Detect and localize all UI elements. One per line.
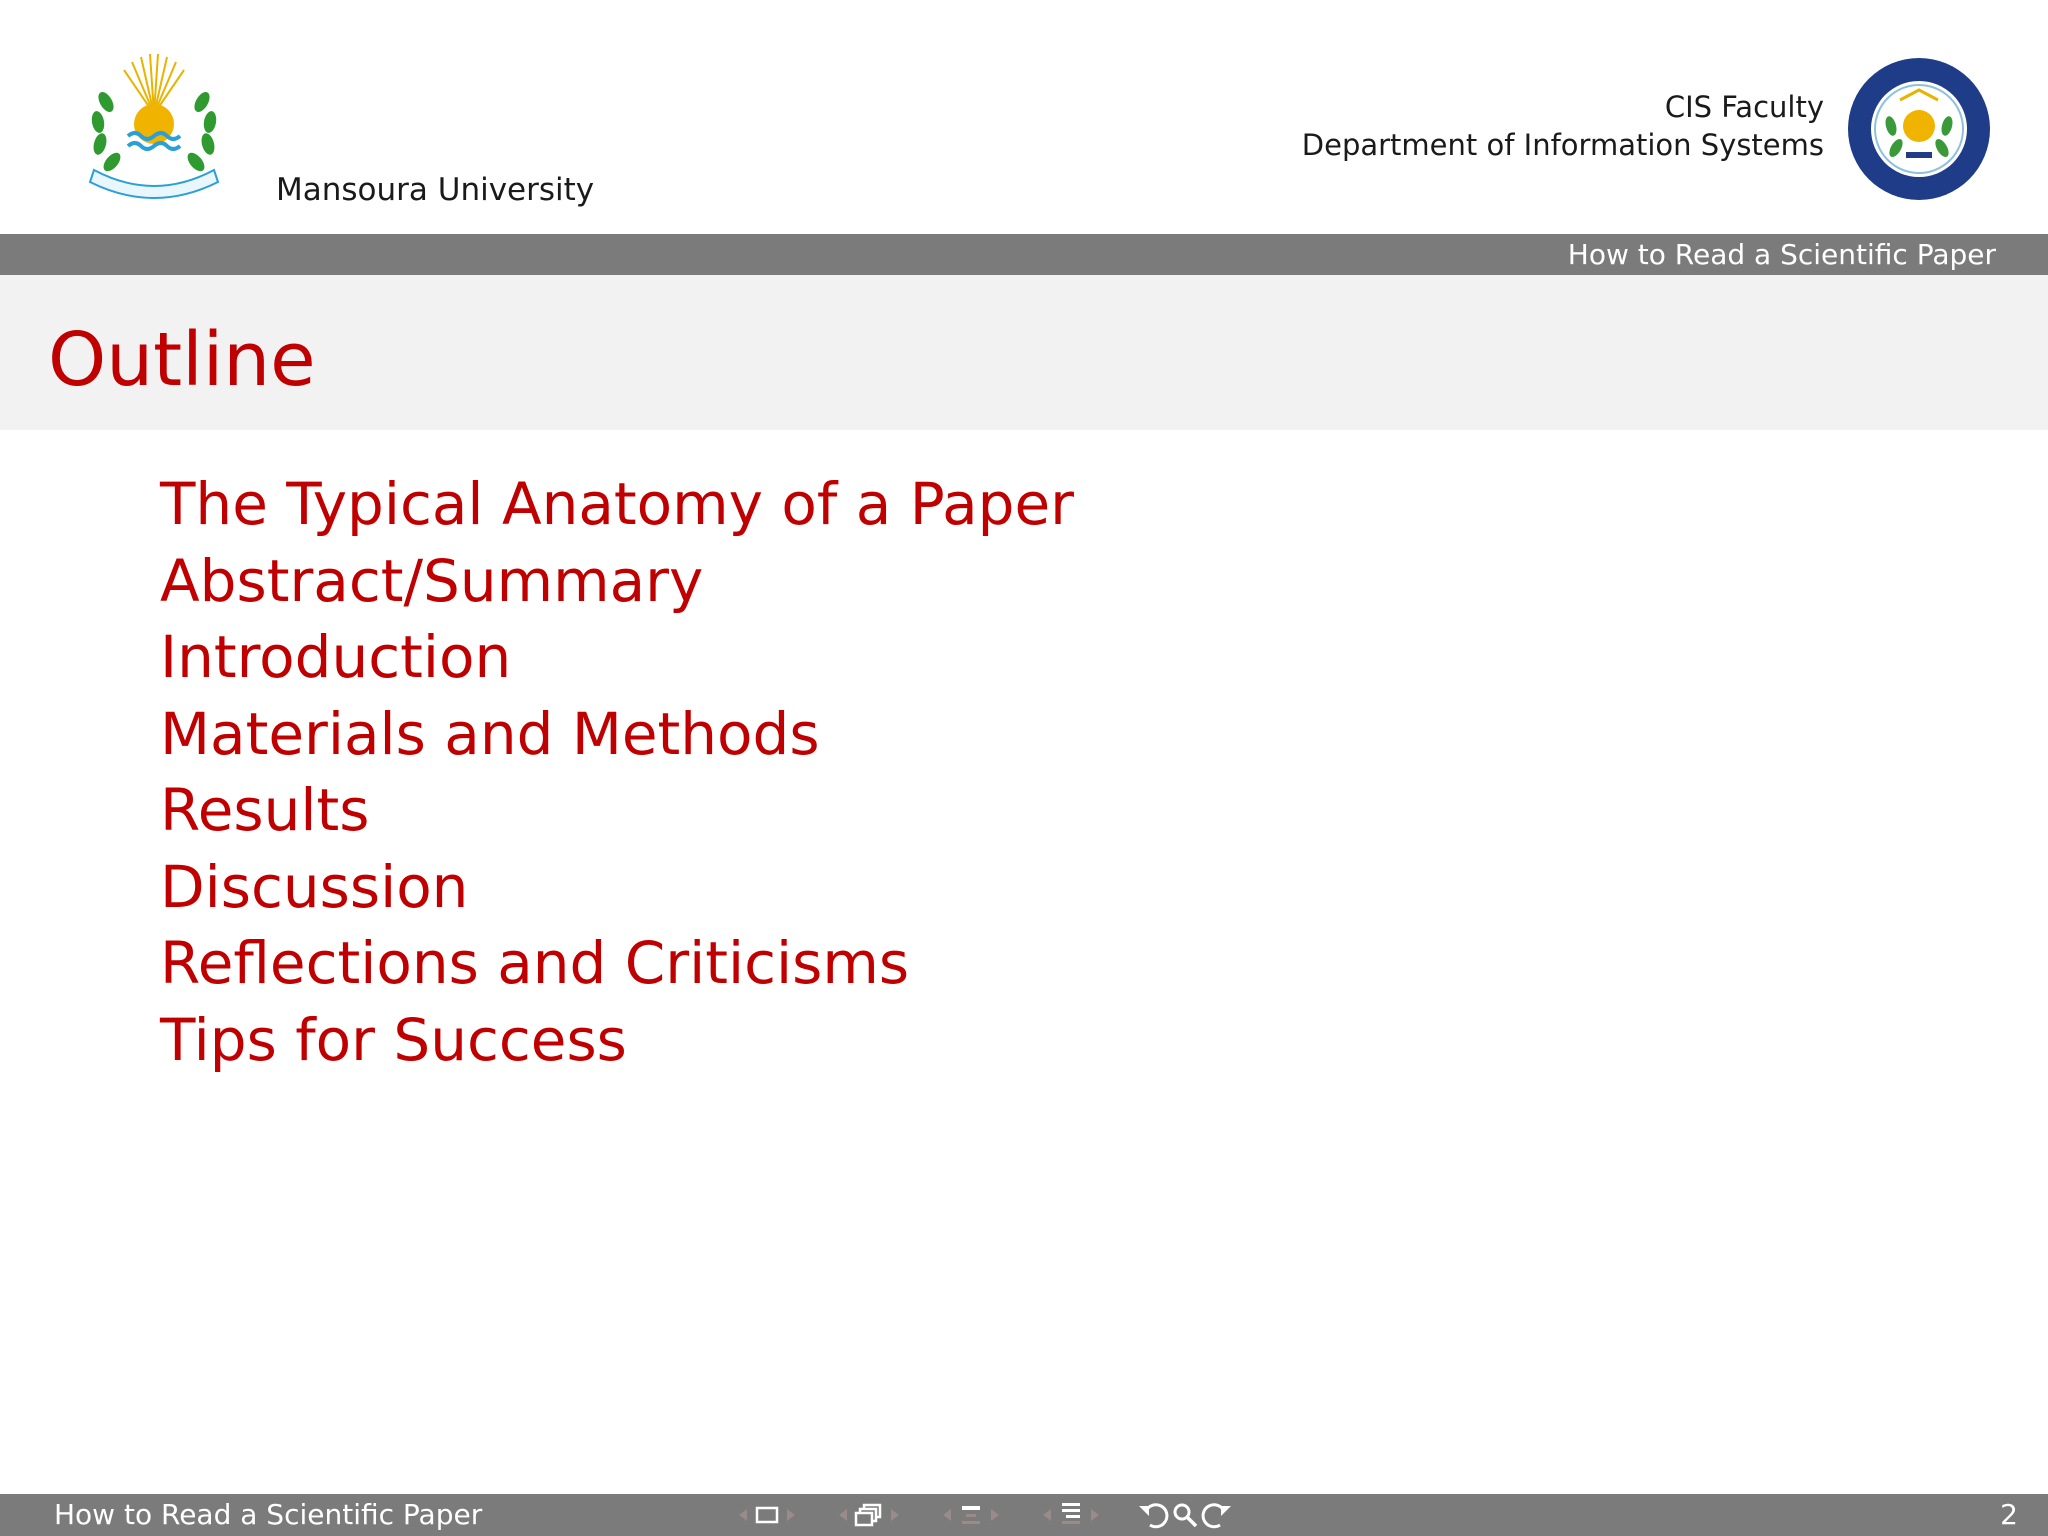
outline-item[interactable]: Discussion <box>160 852 469 921</box>
frame-next-icon[interactable] <box>780 1499 802 1531</box>
footer-title: How to Read a Scientific Paper <box>54 1498 483 1531</box>
frame-title: Outline <box>48 317 316 403</box>
outline-item[interactable]: Materials and Methods <box>160 699 820 768</box>
subsection-nav-icon[interactable] <box>854 1499 884 1531</box>
top-title-bar <box>0 234 2048 275</box>
outline-item[interactable]: Abstract/Summary <box>160 546 704 615</box>
beamer-navigation <box>732 1499 1234 1531</box>
back-icon[interactable] <box>1136 1499 1170 1531</box>
presentation-short-title: How to Read a Scientific Paper <box>1567 238 1996 271</box>
slide-header <box>0 0 2048 234</box>
search-icon[interactable] <box>1170 1499 1200 1531</box>
page-number: 2 <box>2000 1498 2018 1531</box>
outline-item[interactable]: Tips for Success <box>160 1005 627 1074</box>
footer-bar <box>0 1494 2048 1536</box>
subsection-next-icon[interactable] <box>884 1499 906 1531</box>
section-next-icon[interactable] <box>984 1499 1006 1531</box>
department-name: Department of Information Systems <box>1301 128 1824 162</box>
faculty-name: CIS Faculty <box>1664 90 1824 124</box>
document-nav-icon[interactable] <box>1058 1499 1084 1531</box>
cis-faculty-logo-icon <box>1846 56 1992 202</box>
document-prev-icon[interactable] <box>1036 1499 1058 1531</box>
outline-item[interactable]: Reflections and Criticisms <box>160 929 910 997</box>
faculty-block <box>1302 88 1824 164</box>
outline-item[interactable]: The Typical Anatomy of a Paper <box>160 470 1074 538</box>
document-next-icon[interactable] <box>1084 1499 1106 1531</box>
frame-nav-icon[interactable] <box>754 1499 780 1531</box>
frame-prev-icon[interactable] <box>732 1499 754 1531</box>
outline-item[interactable]: Results <box>160 776 370 844</box>
forward-icon[interactable] <box>1200 1499 1234 1531</box>
frame-title-bar <box>0 275 2048 430</box>
university-name: Mansoura University <box>276 172 595 208</box>
section-nav-icon[interactable] <box>958 1499 984 1531</box>
subsection-prev-icon[interactable] <box>832 1499 854 1531</box>
section-prev-icon[interactable] <box>936 1499 958 1531</box>
outline-item[interactable]: Introduction <box>160 623 512 691</box>
outline-list <box>160 466 1074 1078</box>
mansoura-university-logo-icon <box>84 52 224 202</box>
